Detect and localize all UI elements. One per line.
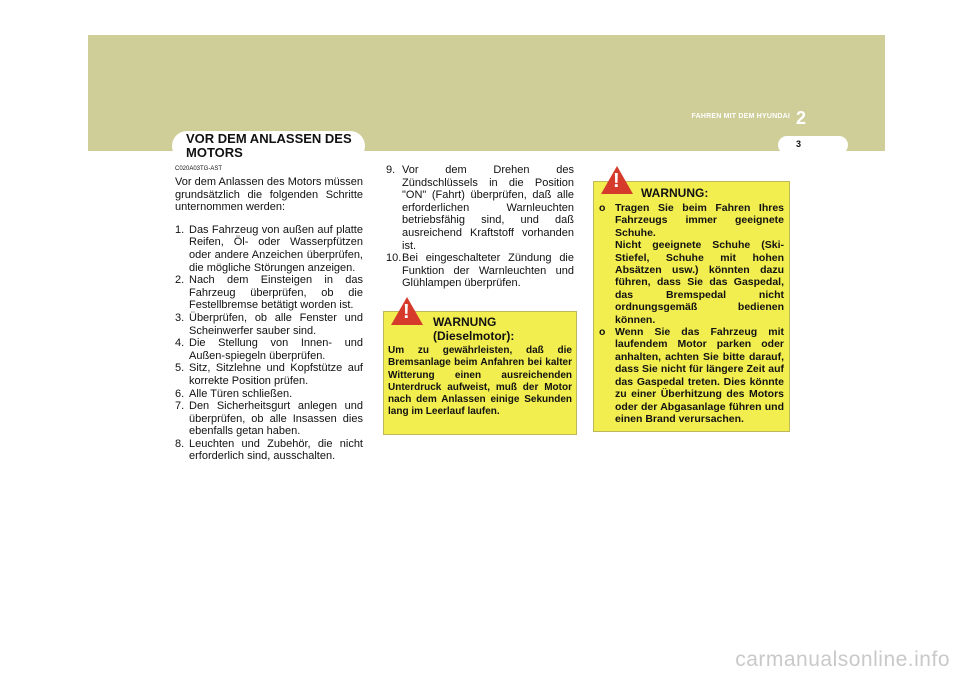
watermark: carmanualsonline.info [735, 648, 950, 671]
warning-triangle-icon: ! [391, 297, 423, 325]
column-middle [386, 164, 574, 290]
warning-triangle-icon: ! [601, 166, 633, 194]
steps-list-1 [175, 224, 363, 463]
warning-title: WARNUNG: [641, 186, 709, 200]
list-item: 5. Sitz, Sitzlehne und Kopfstütze auf korrekte Position prüfen. [175, 362, 363, 387]
list-item: 10. Bei eingeschalteter Zündung die Funktion der Warnleuchten und Glühlampen überprüfen. [386, 252, 574, 290]
list-item: 3. Überprüfen, ob alle Fenster und Scheinwerfer sauber sind. [175, 311, 363, 337]
page-number: 3 [796, 139, 802, 149]
section-title: VOR DEM ANLASSEN DES MOTORS [186, 131, 352, 160]
list-item: o Tragen Sie beim Fahren Ihres Fahrzeugs immer geeignete Schuhe. Nicht geeignete Schuhe (Ski-Stiefel, Schuhe mit hohen Absätzen usw.) könnten dazu führen, dass Sie das Gaspedal, das Bremspedal nicht ordnungsgemäß bedienen können. [599, 202, 784, 326]
steps-list-2 [386, 164, 574, 290]
list-item: 6. Alle Türen schließen. [175, 387, 293, 400]
list-item: 8. Leuchten und Zubehör, die nicht erforderlich sind, ausschalten. [175, 437, 363, 463]
list-item: 4. Die Stellung von Innen- und Außen-spiegeln überprüfen. [175, 337, 363, 362]
page-number-tab [778, 136, 848, 154]
chapter-label: FAHREN MIT DEM HYUNDAI [691, 113, 790, 120]
warning-bullets [599, 202, 784, 425]
header-band [88, 35, 885, 135]
list-item: o Wenn Sie das Fahrzeug mit laufendem Motor parken oder anhalten, achten Sie bitte darauf, dass Sie nicht für längere Zeit auf das Gaspedal treten. Dies könnte zu einer Überhitzung des Motors oder der Abgasanlage führen und einen Brand verursachen. [599, 326, 784, 425]
list-item: 9. Vor dem Drehen des Zündschlüssels in die Position "ON" (Fahrt) überprüfen, daß alle erforderlichen Warnleuchten betriebsfähig sind, und daß ausreichend Kraftstoff vorhanden ist. [386, 164, 574, 252]
list-item: 7. Den Sicherheitsgurt anlegen und überprüfen, ob alle Insassen dies ebenfalls getan haben. [175, 400, 363, 438]
chapter-number: 2 [796, 108, 807, 128]
warning-title: WARNUNG (Dieselmotor): [433, 315, 515, 343]
warning-box-general [593, 181, 790, 432]
column-left [175, 176, 363, 463]
section-code: C020A03TG-AST [175, 166, 223, 172]
list-item: 1. Das Fahrzeug von außen auf platte Reifen, Öl- oder Wasserpfützen oder andere Anzeichen überprüfen, die mögliche Störungen anzeigen. [175, 223, 363, 274]
warning-box-diesel [383, 311, 577, 435]
warning-body: Um zu gewährleisten, daß die Bremsanlage beim Anfahren bei kalter Witterung einen ausreichenden Unterdruck aufweist, muß der Motor nach dem Anlassen einige Sekunden lang im Leerlauf laufen. [388, 345, 572, 418]
intro-paragraph: Vor dem Anlassen des Motors müssen grundsätzlich die folgenden Schritte unternommen werden: [175, 176, 363, 214]
list-item: 2. Nach dem Einsteigen in das Fahrzeug überprüfen, ob die Festellbremse betätigt worden ist. [175, 274, 363, 312]
